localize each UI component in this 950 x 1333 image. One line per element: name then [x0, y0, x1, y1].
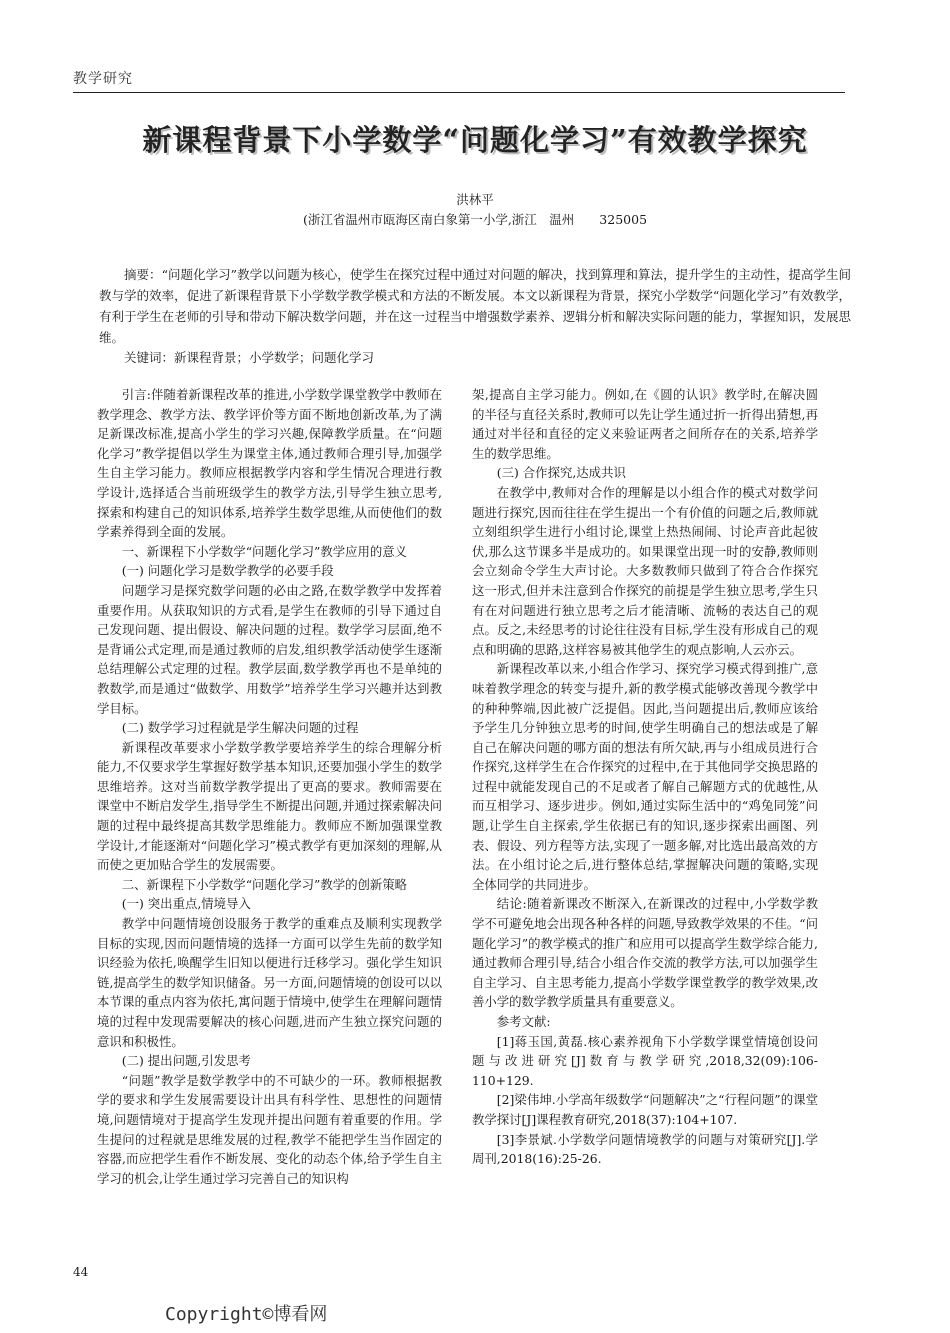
- intro-paragraph: 引言:伴随着新课程改革的推进,小学数学课堂教学中教师在教学理念、教学方法、教学评价等方面不断地创新改革,为了满足新课改标准,提高小学生的学习兴趣,保障教学质量。在“问题化学习”教学提倡以学生为课堂主体,通过教师合理引导,加强学生自主学习能力。教师应根据教学内容和学生情况合理进行教学设计,选择适合当前班级学生的教学方法,引导学生独立思考,探索和构建自己的知识体系,培养学生数学思维,从而使他们的数学素养得到全面的发展。: [97, 387, 442, 540]
- author-name: 洪林平: [456, 192, 494, 207]
- subsection-heading: (二) 提出问题,引发思考: [121, 1053, 251, 1069]
- body-paragraph: 新课程改革要求小学数学教学要培养学生的综合理解分析能力,不仅要求学生掌握好数学基本知识,还要加强小学生的数学思维培养。这对当前数学教学提出了更高的要求。教师需要在课堂中不断启发学生,指导学生不断提出问题,并通过探索解决问题的过程中最终提高其数学思维能力。教师应不断加强课堂教学设计,才能逐渐对“问题化学习”模式教学有更加深刻的理解,从而使之更加贴合学生的发展需要。: [97, 739, 442, 873]
- reference-item: [3]李景斌.小学数学问题情境教学的问题与对策研究[J].学周刊,2018(16):25-26.: [472, 1131, 818, 1167]
- subsection-heading: (二) 数学学习过程就是学生解决问题的过程: [121, 720, 359, 736]
- subsection-heading: (三) 合作探究,达成共识: [496, 465, 626, 481]
- reference-item: [2]梁伟坤.小学高年级数学“问题解决”之“行程问题”的课堂教学探讨[J]课程教育研究,2018(37):104+107.: [472, 1092, 818, 1127]
- abstract: 摘要：“问题化学习”教学以问题为核心，使学生在探究过程中通过对问题的解决，找到算理和算法，提升学生的主动性，提高学生间教与学的效率，促进了新课程背景下小学数学教学模式和方法的不断发展。本文以新课程为背景，探究小学数学“问题化学习”有效教学，有利于学生在老师的引导和带动下解决数学问题，并在这一过程当中增强数学素养、逻辑分析和解决实际问题的能力，掌握知识，发展思维。: [99, 267, 851, 345]
- body-paragraph: 在教学中,教师对合作的理解是以小组合作的模式对数学问题进行探究,因而往往在学生提出一个有价值的问题之后,教师就立刻组织学生进行小组讨论,课堂上热热闹闹、讨论声音此起彼伏,那么这节课多半是成功的。如果课堂出现一时的安静,教师则会立刻命令学生大声讨论。大多数教师只做到了符合合作探究这一形式,但并未注意到合作探究的前提是学生独立思考,学生只有在对问题进行独立思考之后才能清晰、流畅的表达自己的观点。反之,未经思考的讨论往往没有目标,学生没有形成自己的观点和明确的思路,这样容易被其他学生的观点影响,人云亦云。: [472, 484, 818, 657]
- reference-item: [1]蒋玉国,黄磊.核心素养视角下小学数学课堂情境创设问题与改进研究[J]数育与教学研究,2018,32(09):106-110+129.: [472, 1033, 818, 1088]
- body-paragraph: 新课程改革以来,小组合作学习、探究学习模式得到推广,意味着教学理念的转变与提升,新的教学模式能够改善现今教学中的种种弊端,因此被广泛提倡。因此,当问题提出后,教师应该给予学生几分钟独立思考的时间,使学生明确自己的想法或是了解自己在解决问题的哪方面的想法有所欠缺,再与小组成员进行合作探究,这样学生在合作探究的过程中,在于其他同学交换思路的过程中就能发现自己的不足或者了解自己解题方式的优越性,从而互相学习、逐步进步。例如,通过实际生活中的“鸡兔同笼”问题,让学生自主探索,学生依据已有的知识,逐步探索出画图、列表、假设、列方程等方法,实现了一题多解,对比选出最高效的方法。在小组讨论之后,进行整体总结,掌握解决问题的策略,实现全体同学的共同进步。: [472, 661, 818, 892]
- subsection-heading: (一) 突出重点,情境导入: [121, 896, 251, 912]
- section-heading: 一、新课程下小学数学“问题化学习”教学应用的意义: [121, 543, 408, 559]
- conclusion-paragraph: 结论:随着新课改不断深入,在新课改的过程中,小学数学教学不可避免地会出现各种各样的问题,导致教学效果的不佳。“问题化学习”的教学模式的推广和应用可以提高学生数学综合能力,通过教师合理引导,结合小组合作交流的教学方法,可以加强学生自主学习、自主思考能力,提高小学数学课堂教学的教学效果,改善小学的数学教学质量具有重要意义。: [472, 896, 818, 1010]
- author-affiliation: (浙江省温州市瓯海区南白象第一小学,浙江 温州 325005: [302, 212, 648, 227]
- header-divider: [73, 92, 845, 93]
- body-paragraph: 教学中问题情境创设服务于教学的重难点及顺利实现教学目标的实现,因而问题情境的选择一方面可以学生先前的数学知识经验为依托,唤醒学生旧知以便进行迁移学习。强化学生知识链,提高学生的数学知识储备。另一方面,问题情境的创设可以以本节课的重点内容为依托,寓问题于情境中,使学生在理解问题情境的过程中发现需要解决的核心问题,进而产生独立探究问题的意识和积极性。: [97, 916, 442, 1049]
- copyright-footer: Copyright©博看网: [165, 1304, 328, 1325]
- journal-section-label: 教学研究: [73, 71, 133, 87]
- keywords: 关键词：新课程背景；小学数学；问题化学习: [124, 350, 375, 365]
- body-paragraph: “问题”教学是数学教学中的不可缺少的一环。教师根据教学的要求和学生发展需要设计出具有科学性、思想性的问题情境,问题情境对于提高学生发现并提出问题有着重要的作用。学生提问的过程就是思维发展的过程,教学不能把学生当作固定的容器,而应把学生看作不断发展、变化的动态个体,给予学生自主学习的机会,让学生通过学习完善自己的知识构: [97, 1072, 442, 1186]
- page-number: 44: [73, 1265, 89, 1279]
- right-column: [472, 385, 818, 1169]
- article-title: 新课程背景下小学数学“问题化学习”有效教学探究: [142, 123, 808, 157]
- section-heading: 二、新课程下小学数学“问题化学习”教学的创新策略: [121, 876, 408, 892]
- references-heading: 参考文献:: [496, 1014, 551, 1029]
- left-column: [97, 385, 442, 1188]
- body-paragraph: 架,提高自主学习能力。例如,在《圆的认识》教学时,在解决圆的半径与直径关系时,教师可以先让学生通过折一折得出猜想,再通过对半径和直径的定义来验证两者之间所存在的关系,培养学生的数学思维。: [472, 387, 818, 461]
- body-paragraph: 问题学习是探究数学问题的必由之路,在数学教学中发挥着重要作用。从获取知识的方式看,是学生在教师的引导下通过自己发现问题、提出假设、解决问题的过程。数学学习层面,绝不是背诵公式定理,而是通过教师的启发,组织教学活动使学生逐渐总结理解公式定理的过程。教学层面,数学教学再也不是单纯的教数学,而是通过“做数学、用数学”培养学生学习兴趣并达到教学目标。: [97, 582, 442, 716]
- subsection-heading: (一) 问题化学习是数学教学的必要手段: [121, 563, 334, 579]
